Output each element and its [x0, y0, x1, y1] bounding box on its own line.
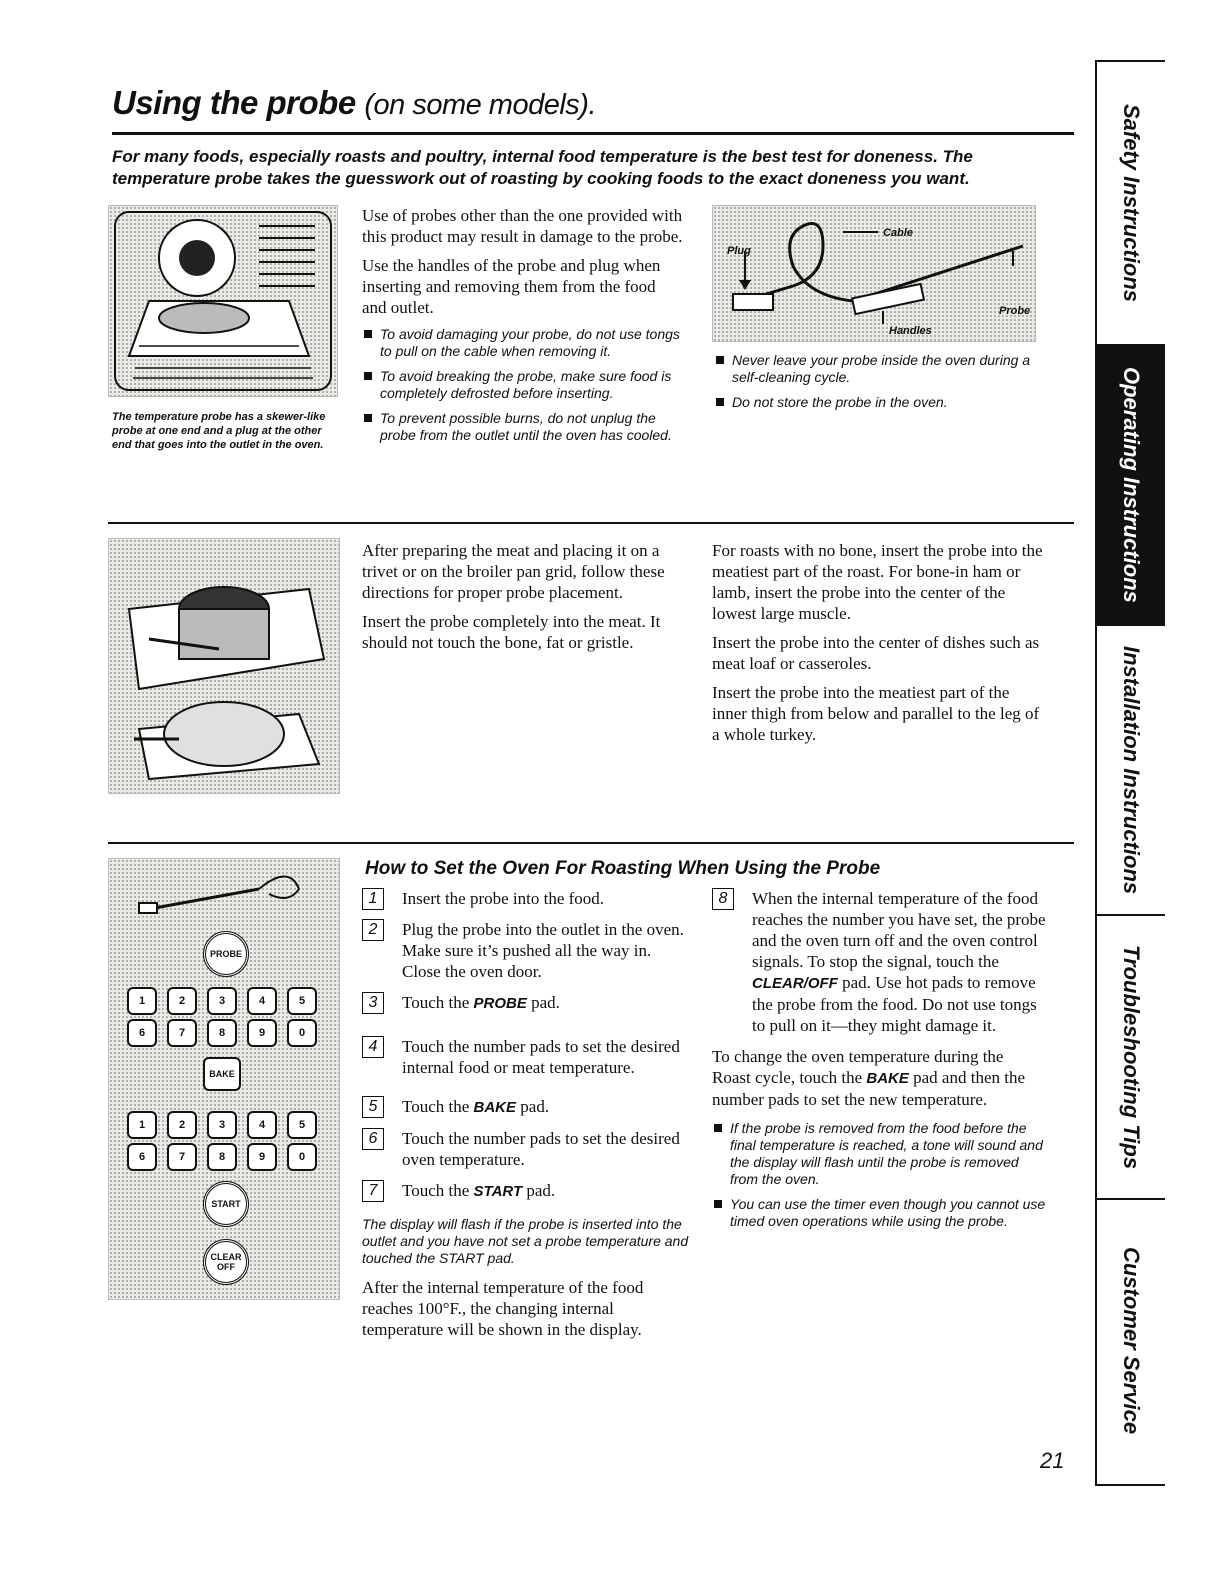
key-1b: 1 — [127, 1111, 157, 1139]
step-number: 1 — [362, 888, 384, 910]
section2-left-text — [362, 540, 684, 661]
key-2: 2 — [167, 987, 197, 1015]
step-text: Insert the probe into the food. — [402, 889, 605, 908]
step-2 — [362, 919, 692, 982]
steps-left — [362, 888, 692, 1340]
probe-caption: The temperature probe has a skewer-like probe at one end and a plug at the other end that goes into the outlet in the oven. — [112, 411, 326, 451]
step-text-post: pad. Use hot pads to remove the probe from the food. Do not use tongs to pull on it—they might damage it. — [752, 973, 1037, 1035]
step-text-pre: When the internal temperature of the food reaches the number you have set, the probe and the oven turn off and the oven control signals. To stop the signal, touch the — [752, 889, 1046, 971]
key-8b: 8 — [207, 1143, 237, 1171]
step-1 — [362, 888, 692, 909]
step-number: 4 — [362, 1036, 384, 1058]
tab-label: Customer Service — [1119, 1247, 1144, 1435]
change-post: pad and then the number pads to set the new temperature. — [712, 1068, 1026, 1109]
key-6: 6 — [127, 1019, 157, 1047]
after-temp-text: After the internal temperature of the food reaches 100°F., the changing internal temperature will be shown in the display. — [362, 1278, 644, 1339]
start-key: START — [203, 1181, 249, 1227]
off-label: OFF — [217, 1262, 235, 1272]
tab-troubleshooting-tips[interactable] — [1097, 916, 1165, 1200]
step-number: 8 — [712, 888, 734, 910]
tab-label: Operating Instructions — [1119, 367, 1144, 603]
label-probe: Probe — [999, 305, 1031, 317]
section1-right-bullet-1: Never leave your probe inside the oven during a self-cleaning cycle. — [714, 352, 1044, 386]
probe-diagram — [712, 205, 1036, 342]
step-text-post: pad. — [522, 1181, 556, 1200]
keypad-illustration — [108, 858, 340, 1300]
key-1: 1 — [127, 987, 157, 1015]
title-sub: (on some models). — [364, 89, 597, 121]
page-number: 21 — [1040, 1448, 1065, 1473]
section3-bullet-1: If the probe is removed from the food before the final temperature is reached, a tone will sound and the display will flash until the probe is removed from the oven. — [712, 1120, 1046, 1188]
key-2b: 2 — [167, 1111, 197, 1139]
change-pre: To change the oven temperature during the Roast cycle, touch the — [712, 1047, 1004, 1087]
section1-bullet-2: To avoid breaking the probe, make sure food is completely defrosted before inserting. — [362, 368, 684, 402]
clear-label: CLEAR — [210, 1252, 242, 1262]
key-5: 5 — [287, 987, 317, 1015]
section1-bullet-3: To prevent possible burns, do not unplug the probe from the outlet until the oven has cooled. — [362, 410, 684, 444]
title-main: Using the probe — [112, 84, 356, 121]
probe-key: PROBE — [203, 931, 249, 977]
tab-label: Installation Instructions — [1119, 645, 1144, 895]
section1-bullet-1: To avoid damaging your probe, do not use tongs to pull on the cable when removing it. — [362, 326, 684, 360]
label-handles: Handles — [889, 325, 932, 337]
key-4b: 4 — [247, 1111, 277, 1139]
step-text-pre: Touch the — [402, 993, 474, 1012]
bake-key: BAKE — [203, 1057, 241, 1091]
roast-turkey-illustration — [108, 538, 340, 794]
section2-right-text — [712, 540, 1044, 753]
steps-right — [712, 888, 1046, 1238]
key-9: 9 — [247, 1019, 277, 1047]
key-7: 7 — [167, 1019, 197, 1047]
step-text-pre: Touch the — [402, 1181, 474, 1200]
section2-para-3: For roasts with no bone, insert the probe into the meatiest part of the roast. For bone-in ham or lamb, insert the probe into the center of the lowest large muscle. — [712, 541, 1043, 623]
tab-label: Safety Instructions — [1119, 103, 1144, 303]
change-temp-text — [712, 1046, 1046, 1110]
oven-probe-illustration — [108, 205, 338, 397]
step-8 — [712, 888, 1046, 1036]
tab-operating-instructions[interactable] — [1097, 346, 1165, 626]
step-text-pre: Touch the — [402, 1097, 474, 1116]
step-text: Touch the number pads to set the desired internal food or meat temperature. — [402, 1037, 680, 1077]
label-plug: Plug — [727, 245, 751, 257]
step-number: 7 — [362, 1180, 384, 1202]
label-cable: Cable — [883, 227, 913, 239]
key-5b: 5 — [287, 1111, 317, 1139]
step-number: 6 — [362, 1128, 384, 1150]
clear-off-key — [203, 1239, 249, 1285]
step-keyword: START — [473, 1183, 523, 1200]
section1-text — [362, 205, 684, 452]
display-flash-note: The display will flash if the probe is inserted into the outlet and you have not set a probe temperature and touched the START pad. — [362, 1216, 689, 1266]
step-text: Touch the number pads to set the desired oven temperature. — [402, 1129, 680, 1169]
intro-text: For many foods, especially roasts and poultry, internal food temperature is the best test for doneness. The temperature probe takes the guesswork out of roasting by cooking foods to the exact doneness you want. — [112, 147, 973, 188]
key-3b: 3 — [207, 1111, 237, 1139]
section2-para-1: After preparing the meat and placing it on a trivet or on the broiler pan grid, follow these directions for proper probe placement. — [362, 541, 665, 602]
page-title — [112, 84, 596, 122]
section2-para-2: Insert the probe completely into the meat. It should not touch the bone, fat or gristle. — [362, 612, 661, 652]
title-rule — [112, 132, 1074, 135]
key-8: 8 — [207, 1019, 237, 1047]
tab-customer-service[interactable] — [1097, 1200, 1165, 1482]
key-0b: 0 — [287, 1143, 317, 1171]
divider-2 — [108, 842, 1074, 844]
tab-label: Troubleshooting Tips — [1119, 944, 1144, 1170]
step-5 — [362, 1096, 692, 1118]
key-9b: 9 — [247, 1143, 277, 1171]
step-keyword: CLEAR/OFF — [752, 975, 838, 992]
roasting-heading: How to Set the Oven For Roasting When Using the Probe — [365, 858, 881, 879]
section1-right-bullet-2: Do not store the probe in the oven. — [714, 394, 1044, 411]
step-keyword: PROBE — [473, 995, 527, 1012]
key-3: 3 — [207, 987, 237, 1015]
section1-para-2: Use the handles of the probe and plug when inserting and removing them from the food and outlet. — [362, 256, 661, 317]
section3-bullet-2: You can use the timer even though you cannot use timed oven operations while using the probe. — [712, 1196, 1046, 1230]
step-number: 2 — [362, 919, 384, 941]
divider-1 — [108, 522, 1074, 524]
step-4 — [362, 1036, 692, 1078]
step-3 — [362, 992, 692, 1014]
step-text-post: pad. — [516, 1097, 550, 1116]
step-6 — [362, 1128, 692, 1170]
step-number: 3 — [362, 992, 384, 1014]
step-text: Plug the probe into the outlet in the oven. Make sure it’s pushed all the way in. Close the oven door. — [402, 920, 684, 981]
change-keyword: BAKE — [866, 1070, 909, 1087]
section2-para-4: Insert the probe into the center of dishes such as meat loaf or casseroles. — [712, 633, 1040, 673]
key-0: 0 — [287, 1019, 317, 1047]
section-tabs — [1095, 60, 1165, 1486]
key-6b: 6 — [127, 1143, 157, 1171]
tab-safety-instructions[interactable] — [1097, 62, 1165, 346]
tab-installation-instructions[interactable] — [1097, 626, 1165, 916]
section1-right-bullets — [714, 352, 1044, 419]
key-7b: 7 — [167, 1143, 197, 1171]
step-keyword: BAKE — [473, 1099, 517, 1116]
section1-para-1: Use of probes other than the one provided with this product may result in damage to the probe. — [362, 206, 683, 246]
key-4: 4 — [247, 987, 277, 1015]
section2-para-5: Insert the probe into the meatiest part of the inner thigh from below and parallel to the leg of a whole turkey. — [712, 683, 1040, 744]
step-7 — [362, 1180, 692, 1202]
step-number: 5 — [362, 1096, 384, 1118]
step-text-post: pad. — [526, 993, 560, 1012]
